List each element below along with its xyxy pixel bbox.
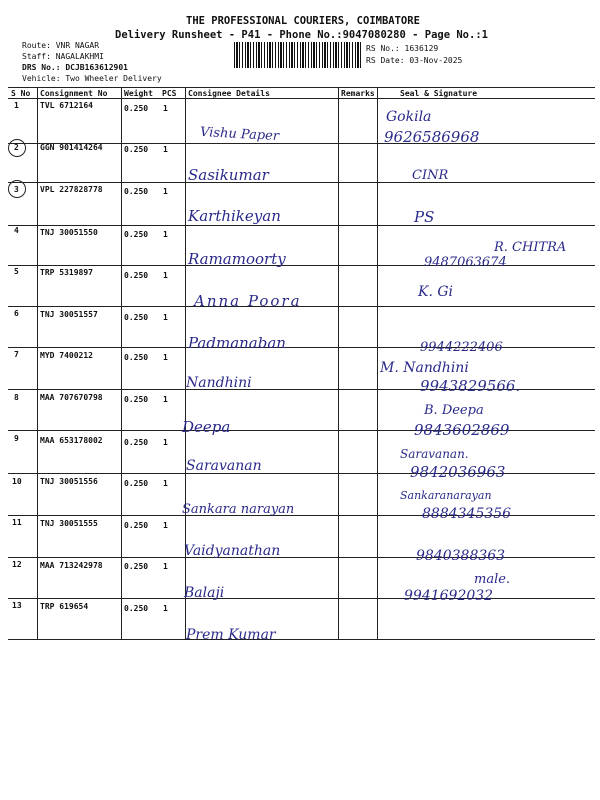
row-signature: PS [414, 208, 435, 226]
row-weight: 0.250 [124, 230, 149, 239]
row-sno: 3 [14, 185, 19, 194]
row-sno: 4 [14, 226, 19, 235]
row-consignment: MYD 7400212 [40, 351, 93, 360]
row-sno: 2 [14, 143, 19, 152]
row-pcs: 1 [163, 479, 168, 488]
row-weight: 0.250 [124, 479, 149, 488]
row-consignee: Ramamoorty [188, 250, 286, 268]
staff-label: Staff: NAGALAKHMI [22, 52, 104, 61]
row-consignee: Saravanan [186, 458, 262, 474]
row-consignment: TNJ 30051550 [40, 228, 98, 237]
row-phone: 9840388363 [416, 548, 506, 564]
row-consignee: Vishu Paper [199, 124, 280, 145]
row-weight: 0.250 [124, 104, 149, 113]
header-pcs: PCS [162, 89, 177, 98]
row-sno: 11 [12, 518, 22, 527]
row-consignment: TNJ 30051555 [40, 519, 98, 528]
vehicle-label: Vehicle: Two Wheeler Delivery [22, 74, 162, 83]
header-weight: Weight [124, 89, 153, 98]
row-consignment: GGN 901414264 [40, 143, 103, 152]
row-signature: K. Gi [418, 284, 454, 300]
row-pcs: 1 [163, 145, 168, 154]
row-pcs: 1 [163, 604, 168, 613]
row-weight: 0.250 [124, 145, 149, 154]
row-pcs: 1 [163, 353, 168, 362]
row-pcs: 1 [163, 521, 168, 530]
rs-number: RS No.: 1636129 [366, 44, 439, 53]
row-consignee: Nandhini [186, 375, 252, 391]
row-pcs: 1 [163, 187, 168, 196]
row-consignee: Karthikeyan [188, 207, 281, 225]
rs-date: RS Date: 03-Nov-2025 [366, 56, 463, 65]
row-signature: B. Deepa [424, 403, 484, 418]
row-signature: Gokila [386, 109, 432, 125]
row-pcs: 1 [163, 562, 168, 571]
row-weight: 0.250 [124, 187, 149, 196]
row-pcs: 1 [163, 230, 168, 239]
row-consignment: TVL 6712164 [40, 101, 93, 110]
row-signature: Sankaranarayan [400, 489, 492, 502]
row-pcs: 1 [163, 104, 168, 113]
route-label: Route: VNR NAGAR [22, 41, 100, 50]
header-consignee: Consignee Details [188, 89, 270, 98]
header-sno: S No [11, 89, 31, 98]
row-consignee: Vaidyanathan [184, 543, 281, 559]
row-weight: 0.250 [124, 438, 149, 447]
row-signature: Saravanan. [400, 447, 469, 461]
row-weight: 0.250 [124, 313, 149, 322]
row-sno: 12 [12, 560, 22, 569]
row-phone: 9943829566. [420, 377, 521, 395]
row-sno: 10 [12, 477, 22, 486]
row-sno: 5 [14, 267, 19, 276]
row-consignment: VPL 227828778 [40, 185, 103, 194]
row-sno: 1 [14, 101, 19, 110]
row-pcs: 1 [163, 271, 168, 280]
row-consignment: TNJ 30051557 [40, 310, 98, 319]
row-phone: 9941692032 [404, 588, 494, 604]
row-sno: 13 [12, 601, 22, 610]
row-weight: 0.250 [124, 521, 149, 530]
row-sno: 7 [14, 350, 19, 359]
row-consignee: Balaji [184, 585, 225, 601]
header-remarks: Remarks [341, 89, 375, 98]
row-pcs: 1 [163, 395, 168, 404]
row-pcs: 1 [163, 313, 168, 322]
row-sno: 6 [14, 309, 19, 318]
drs-number: DRS No.: DCJB163612901 [22, 63, 128, 72]
row-weight: 0.250 [124, 604, 149, 613]
company-title: THE PROFESSIONAL COURIERS, COIMBATORE [186, 15, 420, 27]
row-sno: 9 [14, 434, 19, 443]
row-phone: 9842036963 [410, 463, 506, 481]
row-phone: 9487063674 [424, 255, 507, 270]
row-signature: M. Nandhini [380, 360, 469, 376]
row-pcs: 1 [163, 438, 168, 447]
row-consignee: Sankara narayan [182, 502, 295, 517]
row-sno: 8 [14, 393, 19, 402]
row-consignment: MAA 653178002 [40, 436, 103, 445]
barcode [234, 42, 362, 68]
header-consignment: Consignment No [40, 89, 108, 98]
row-weight: 0.250 [124, 271, 149, 280]
row-consignee: Sasikumar [188, 166, 269, 184]
row-signature: male. [474, 572, 511, 587]
row-phone: 8884345356 [422, 506, 512, 522]
row-weight: 0.250 [124, 562, 149, 571]
row-signature: R. CHITRA [494, 240, 567, 255]
row-phone: 9843602869 [414, 421, 510, 439]
row-consignment: MAA 713242978 [40, 561, 103, 570]
row-signature: CINR [412, 168, 449, 183]
header-signature: Seal & Signature [400, 89, 478, 98]
row-weight: 0.250 [124, 353, 149, 362]
row-consignment: TRP 619654 [40, 602, 89, 611]
row-consignee: Deepa [182, 418, 231, 436]
row-consignee: Prem Kumar [186, 627, 276, 643]
runsheet-subtitle: Delivery Runsheet - P41 - Phone No.:9047080280 - Page No.:1 [115, 29, 488, 41]
row-consignee: Padmanaban [188, 334, 286, 352]
row-weight: 0.250 [124, 395, 149, 404]
row-consignment: MAA 707670798 [40, 393, 103, 402]
row-phone: 9626586968 [384, 128, 480, 146]
row-consignment: TRP 5319897 [40, 268, 93, 277]
row-consignment: TNJ 30051556 [40, 477, 98, 486]
row-consignee: Anna Poora [194, 292, 302, 310]
row-signature: 9944222406 [420, 340, 503, 355]
